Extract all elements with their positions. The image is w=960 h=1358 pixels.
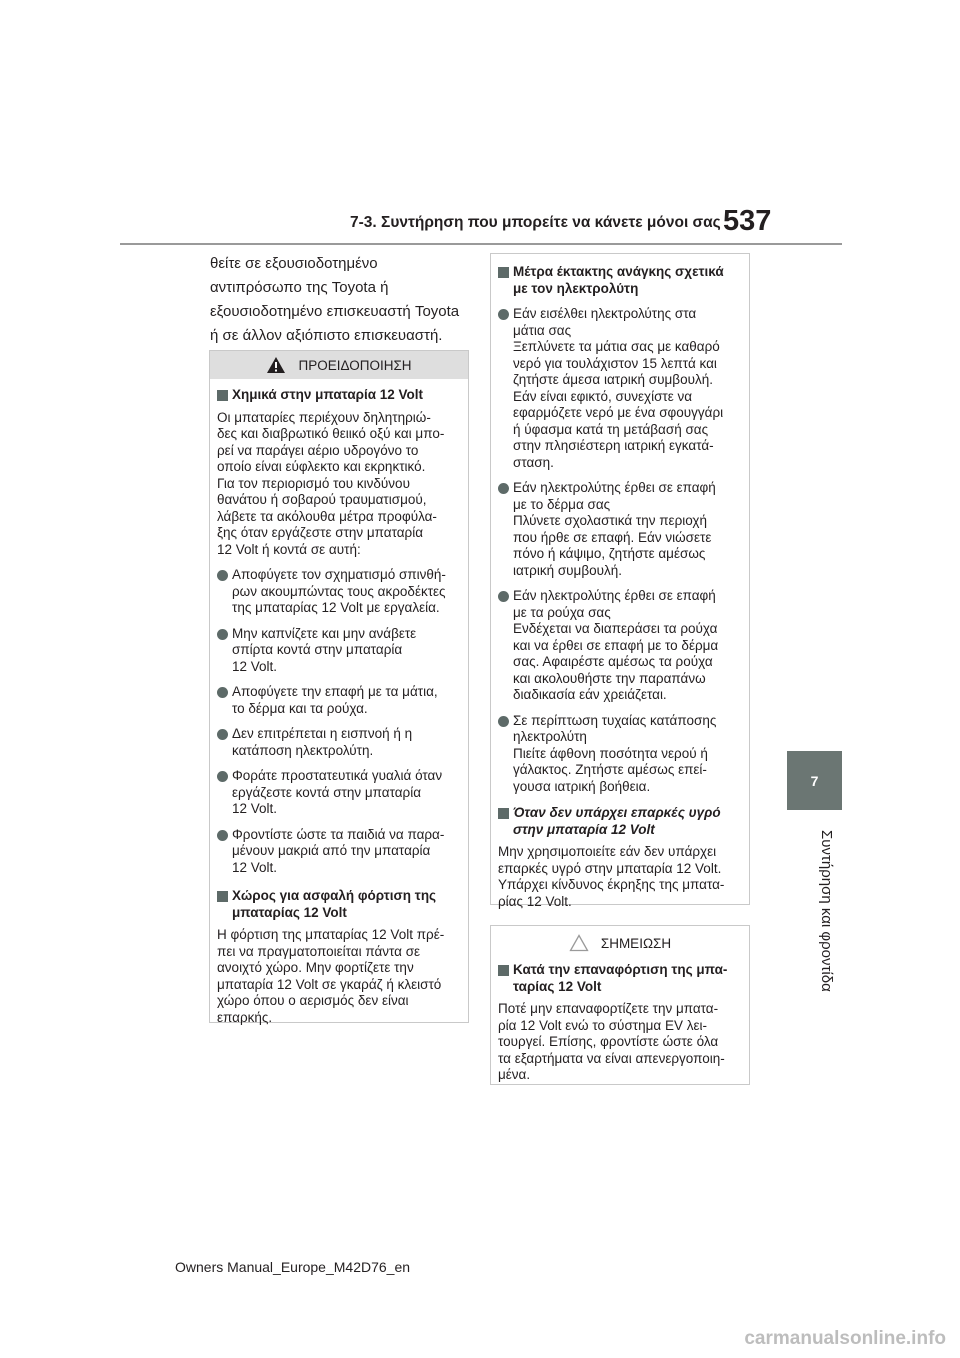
- footer-text: Owners Manual_Europe_M42D76_en: [175, 1259, 411, 1275]
- chapter-label: Συντήρηση και φροντίδα: [818, 830, 835, 992]
- circle-bullet-icon: [498, 483, 509, 494]
- square-bullet-icon: [498, 808, 509, 819]
- square-bullet-icon: [498, 965, 509, 976]
- notice-box: [490, 925, 750, 1085]
- watermark: carmanualsonline.info: [744, 1328, 946, 1349]
- circle-bullet-icon: [217, 729, 228, 740]
- list-item: Φροντίστε ώστε τα παιδιά να παρα- μένουν μακριά από την μπαταρία 12 Volt.: [217, 827, 461, 877]
- circle-bullet-icon: [498, 716, 509, 727]
- circle-bullet-icon: [217, 570, 228, 581]
- section-heading: Μέτρα έκτακτης ανάγκης σχετικά με τον ηλεκτρολύτη: [498, 264, 742, 297]
- circle-bullet-icon: [498, 309, 509, 320]
- intro-paragraph: θείτε σε εξουσιοδοτημένο αντιπρόσωπο της Toyota ή εξουσιοδοτημένο επισκευαστή Toyota ή σε άλλον αξιόπιστο επισκευαστή.: [210, 255, 460, 344]
- section-text: Η φόρτιση της μπαταρίας 12 Volt πρέ- πει να πραγματοποιείται πάντα σε ανοιχτό χώρο. Μην φορτίζετε την μπαταρία 12 Volt σε γκαράζ ή κλειστό χώρο όπου ο αερισμός δεν είναι επαρκής.: [217, 927, 445, 1025]
- list-item: Μην καπνίζετε και μην ανάβετε σπίρτα κοντά στην μπαταρία 12 Volt.: [217, 626, 461, 676]
- section-text: Ποτέ μην επαναφορτίζετε την μπατα- ρία 12 Volt ενώ το σύστημα EV λει- τουργεί. Επίσης, φροντίστε ώστε όλα τα εξαρτήματα να είναι απενεργοποιη- μένα.: [498, 1001, 725, 1082]
- section-text: Μην χρησιμοποιείτε εάν δεν υπάρχει επαρκές υγρό στην μπαταρία 12 Volt. Υπάρχει κίνδυνος έκρηξης της μπατα- ρίας 12 Volt.: [498, 844, 725, 909]
- circle-bullet-icon: [217, 771, 228, 782]
- section-heading: Όταν δεν υπάρχει επαρκές υγρό στην μπαταρία 12 Volt: [498, 805, 742, 838]
- list-item: Φοράτε προστατευτικά γυαλιά όταν εργάζεστε κοντά στην μπαταρία 12 Volt.: [217, 768, 461, 818]
- square-bullet-icon: [498, 267, 509, 278]
- warning-title: ΠΡΟΕΙΔΟΠΟΙΗΣΗ: [298, 357, 412, 373]
- page-number: 537: [723, 205, 772, 237]
- chapter-number: 7: [810, 772, 819, 789]
- emergency-box: [490, 253, 750, 909]
- circle-bullet-icon: [498, 591, 509, 602]
- section-heading: Κατά την επαναφόρτιση της μπα- ταρίας 12 Volt: [498, 962, 742, 995]
- warning-box: [209, 350, 469, 1023]
- notice-triangle-icon: [569, 934, 589, 952]
- list-item: Αποφύγετε τον σχηματισμό σπινθή- ρων ακουμπώντας τους ακροδέκτες της μπαταρίας 12 Volt με εργαλεία.: [217, 567, 461, 617]
- list-item: Αποφύγετε την επαφή με τα μάτια, το δέρμα και τα ρούχα.: [217, 684, 461, 717]
- square-bullet-icon: [217, 390, 228, 401]
- circle-bullet-icon: [217, 830, 228, 841]
- list-item: Σε περίπτωση τυχαίας κατάποσης ηλεκτρολύτη Πιείτε άφθονη ποσότητα νερού ή γάλακτος. Ζητήστε αμέσως επεί- γουσα ιατρική βοήθεια.: [498, 713, 742, 796]
- section-heading: Χώρος για ασφαλή φόρτιση της μπαταρίας 12 Volt: [217, 888, 461, 921]
- warning-content: [210, 379, 468, 1041]
- circle-bullet-icon: [217, 687, 228, 698]
- list-item: Δεν επιτρέπεται η εισπνοή ή η κατάποση ηλεκτρολύτη.: [217, 726, 461, 759]
- warning-header: [210, 351, 468, 379]
- emergency-content: [491, 254, 749, 925]
- list-item: Εάν ηλεκτρολύτης έρθει σε επαφή με τα ρούχα σας Ενδέχεται να διαπεράσει τα ρούχα και να έρθει σε επαφή με το δέρμα σας. Αφαιρέστε αμέσως τα ρούχα και ακολουθήστε την παραπάνω διαδικασία εάν χρειάζεται.: [498, 588, 742, 704]
- notice-title: ΣΗΜΕΙΩΣΗ: [600, 935, 672, 951]
- list-item: Εάν ηλεκτρολύτης έρθει σε επαφή με το δέρμα σας Πλύνετε σχολαστικά την περιοχή που ήρθε σε επαφή. Εάν νιώσετε πόνο ή κάψιμο, ζητήστε αμέσως ιατρική συμβουλή.: [498, 480, 742, 579]
- square-bullet-icon: [217, 891, 228, 902]
- warning-triangle-icon: [266, 356, 286, 374]
- section-text: Οι μπαταρίες περιέχουν δηλητηριώ- δες και διαβρωτικό θειικό οξύ και μπο- ρεί να παράγει αέριο υδρογόνο το οποίο είναι εύφλεκτο και εκρηκτικό. Για τον περιορισμό του κινδύνου θανάτου ή σοβαρού τραυματισμού, λάβετε τα ακόλουθα μέτρα προφύλα- ξης όταν εργάζεστε στην μπαταρία 12 Volt ή κοντά σε αυτή:: [217, 409, 445, 557]
- notice-content: [491, 958, 749, 1099]
- circle-bullet-icon: [217, 629, 228, 640]
- list-item: Εάν εισέλθει ηλεκτρολύτης στα μάτια σας Ξεπλύνετε τα μάτια σας με καθαρό νερό για τουλάχιστον 15 λεπτά και ζητήστε άμεσα ιατρική συμβουλή. Εάν είναι εφικτό, συνεχίστε να εφαρμόζετε νερό με ένα σφουγγάρι ή ύφασμα κατά τη μετάβασή σας στην πλησιέστερη ιατρική εγκατά- σταση.: [498, 306, 742, 471]
- notice-header: [491, 928, 749, 958]
- chapter-tab: [787, 751, 842, 810]
- section-heading: Χημικά στην μπαταρία 12 Volt: [217, 387, 461, 404]
- header-divider: [120, 243, 842, 245]
- section-title: 7-3. Συντήρηση που μπορείτε να κάνετε μόνοι σας: [350, 214, 721, 231]
